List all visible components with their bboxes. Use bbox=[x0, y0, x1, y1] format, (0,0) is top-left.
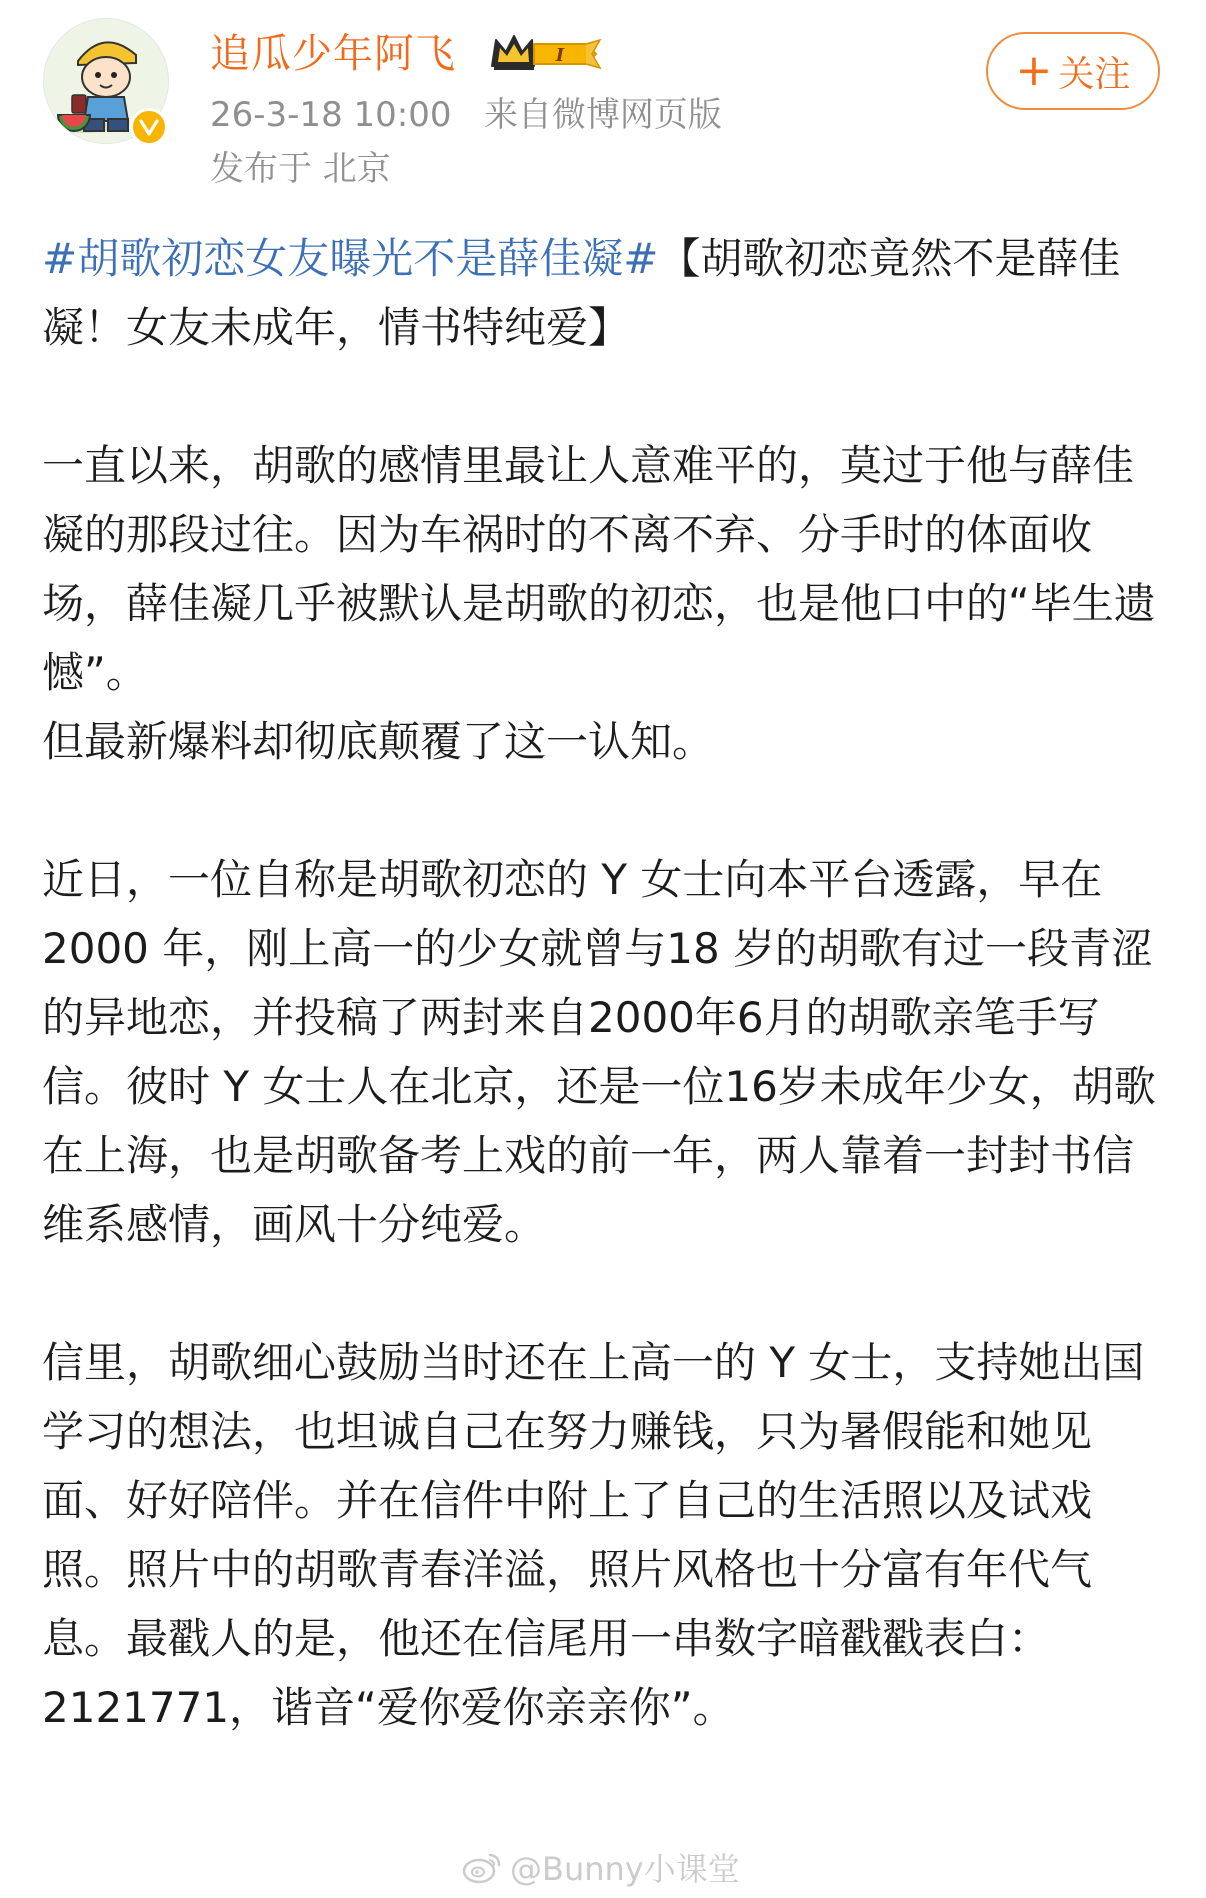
post-paragraph: 信里，胡歌细心鼓励当时还在上高一的 Y 女士，支持她出国学习的想法，也坦诚自己在努力赚钱，只为暑假能和她见面、好好陪伴。并在信件中附上了自己的生活照以及试戏照。照片中的胡歌青春洋溢，照片风格也十分富有年代气息。最戳人的是，他还在信尾用一串数字暗戳戳表白：2121771，谐音“爱你爱你亲亲你”。 bbox=[42, 1338, 1145, 1732]
post-paragraph: 近日，一位自称是胡歌初恋的 Y 女士向本平台透露，早在 2000 年，刚上高一的少女就曾与18 岁的胡歌有过一段青涩的异地恋，并投稿了两封来自2000年6月的胡歌亲笔手写信。彼时 Y 女士人在北京，还是一位16岁未成年少女，胡歌在上海，也是胡歌备考上戏的前一年，两人靠着一封封书信维系感情，画风十分纯爱。 bbox=[42, 855, 1156, 1249]
hashtag-link[interactable]: #胡歌初恋女友曝光不是薛佳凝# bbox=[42, 234, 659, 283]
watermark-text: @Bunny小课堂 bbox=[510, 1850, 740, 1888]
post-location: 发布于 北京 bbox=[210, 149, 391, 189]
paragraph-spacer bbox=[42, 776, 1168, 845]
username-link[interactable]: 追瓜少年阿飞 bbox=[210, 31, 456, 77]
post-body bbox=[42, 224, 1168, 1742]
post-paragraph: 一直以来，胡歌的感情里最让人意难平的，莫过于他与薛佳凝的那段过往。因为车祸时的不离不弃、分手时的体面收场，薛佳凝几乎被默认是胡歌的初恋，也是他口中的“毕生遗憾”。 bbox=[42, 441, 1156, 697]
weibo-logo-icon bbox=[462, 1850, 502, 1884]
follow-button[interactable] bbox=[986, 32, 1160, 110]
post-timestamp[interactable]: 26-3-18 10:00 bbox=[210, 95, 452, 135]
paragraph-spacer bbox=[42, 1259, 1168, 1328]
level-badge-text: I bbox=[555, 45, 565, 66]
crown-level-icon[interactable] bbox=[488, 30, 608, 78]
paragraph-spacer bbox=[42, 362, 1168, 431]
post-source: 来自微博网页版 bbox=[483, 95, 722, 135]
post-title bbox=[42, 224, 1168, 362]
post-paragraph: 但最新爆料却彻底颠覆了这一认知。 bbox=[42, 717, 715, 766]
verified-v-icon bbox=[130, 108, 168, 146]
watermark bbox=[462, 1842, 740, 1892]
post-header bbox=[0, 0, 1206, 200]
follow-button-label: 关注 bbox=[1058, 53, 1131, 95]
post-meta bbox=[210, 92, 722, 138]
plus-icon: + bbox=[1015, 45, 1053, 96]
post-headline: 【胡歌初恋竟然不是薛佳凝！女友未成年，情书特纯爱】 bbox=[42, 234, 1121, 352]
